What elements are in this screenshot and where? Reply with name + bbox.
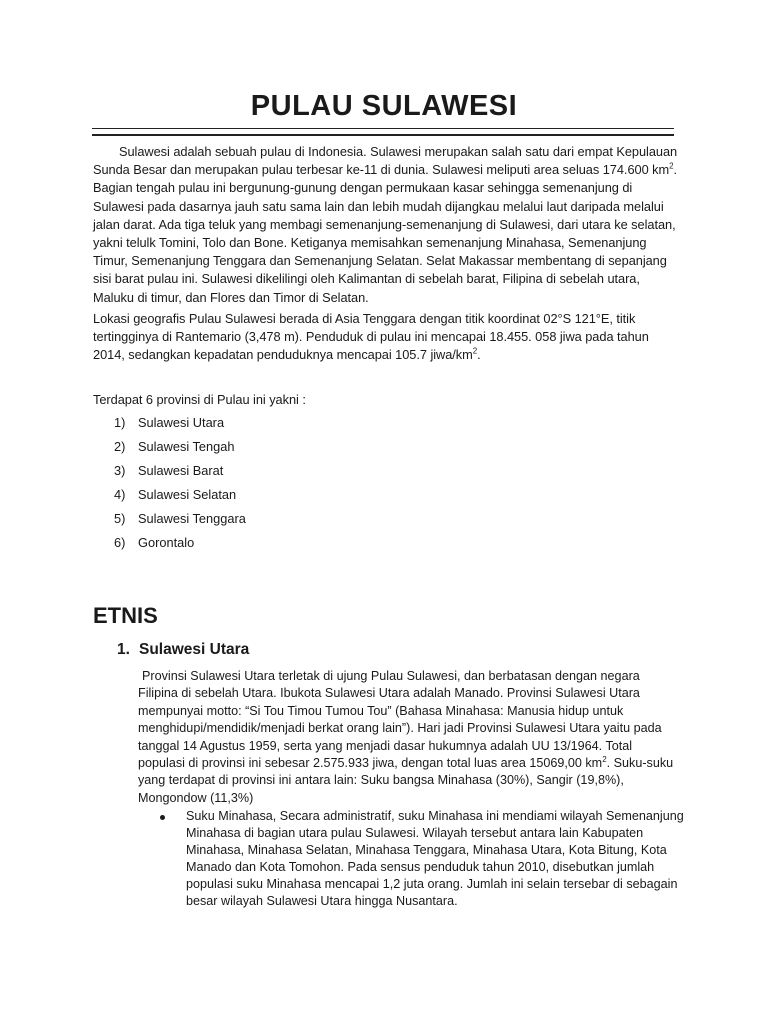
sulut-superscript: 2 — [602, 754, 607, 764]
list-item — [114, 414, 246, 438]
bullet-text: Suku Minahasa, Secara administratif, suku Minahasa ini mendiami wilayah Semenanjung Minahasa di bagian utara pulau Sulawesi. Wilayah tersebut antara lain Kabupaten Minahasa, Minahasa Selatan, Minahasa Tenggara, Minahasa Utara, Kota Bitung, Kota Manado dan Kota Tomohon. Pada sensus penduduk tahun 2010, disebutkan jumlah populasi suku Minahasa mencapai 1,2 juta orang. Jumlah ini selain tersebar di sebagain besar wilayah Sulawesi Utara hingga Nusantara. — [186, 809, 684, 908]
list-item-label: Sulawesi Utara — [138, 415, 225, 430]
subsection-number: 1. — [117, 641, 130, 658]
list-item-number: 3) — [114, 463, 126, 478]
list-item — [114, 510, 246, 534]
list-item — [114, 462, 246, 486]
bullet-dot-icon — [160, 815, 165, 820]
list-item-number: 6) — [114, 535, 126, 550]
intro-paragraph — [93, 143, 681, 307]
page-title: PULAU SULAWESI — [250, 90, 518, 122]
list-item-label: Sulawesi Tengah — [138, 439, 235, 454]
list-item — [114, 486, 246, 510]
ethnic-bullet-list — [160, 808, 684, 910]
subsection-title: Sulawesi Utara — [139, 641, 250, 658]
title-double-rule — [92, 128, 674, 136]
list-item-label: Sulawesi Barat — [138, 463, 224, 478]
intro-text-part1: Sulawesi adalah sebuah pulau di Indonesia. Sulawesi merupakan salah satu dari empat Kepulauan Sunda Besar dan merupakan pulau terbesar ke-11 di dunia. Sulawesi meliputi area seluas 174.600 km — [93, 144, 678, 178]
list-item — [114, 438, 246, 462]
intro-superscript: 2 — [669, 161, 674, 171]
list-item-number: 1) — [114, 415, 126, 430]
list-item-number: 5) — [114, 511, 126, 526]
subsection-heading — [117, 641, 249, 659]
sulut-text-part1: Provinsi Sulawesi Utara terletak di ujung Pulau Sulawesi, dan berbatasan dengan negara Filipina di sebelah Utara. Ibukota Sulawesi Utara adalah Manado. Provinsi Sulawesi Utara mempunyai motto: “Si Tou Timou Tumou Tou” (Bahasa Minahasa: Manusia hidup untuk menghidupi/mendidik/menjadi berkat orang lain”). Hari jadi Provinsi Sulawesi Utara yaitu pada tanggal 14 Agustus 1959, serta yang menjadi dasar hukumnya adalah UU 13/1964. Total populasi di provinsi ini sebesar 2.575.933 jiwa, dengan total luas area 15069,00 km — [138, 669, 662, 771]
list-item-label: Sulawesi Tenggara — [138, 511, 246, 526]
list-item-label: Gorontalo — [138, 535, 195, 550]
intro-text-part2: . Bagian tengah pulau ini bergunung-gunung dengan permukaan kasar sehingga semenanjung di Sulawesi pada dasarnya jauh satu sama lain dan lebih mudah dijangkau melalui laut daripada melalui jalan darat. Ada tiga teluk yang membagi semenanjung-semenanjung di Sulawesi, dari utara ke selatan, yakni telulk Tomini, Tolo dan Bone. Ketiganya memisahkan semenanjung Minahasa, Semenanjung Timur, Semenanjung Tenggara dan Semenanjung Selatan. Selat Makassar membentang di sepanjang sisi barat pulau ini. Sulawesi dikelilingi oleh Kalimantan di sebelah barat, Filipina di sebelah utara, Maluku di timur, dan Flores dan Timor di Selatan. — [93, 162, 678, 305]
list-item — [114, 534, 246, 558]
location-superscript: 2 — [472, 347, 478, 357]
location-text-part2: . — [477, 347, 481, 363]
province-list — [114, 414, 246, 558]
list-item-label: Sulawesi Selatan — [138, 487, 237, 502]
location-paragraph — [93, 310, 681, 365]
location-text-part1: Lokasi geografis Pulau Sulawesi berada di Asia Tenggara dengan titik koordinat 02°S 121°E, titik tertingginya di Rantemario (3,478 m). Penduduk di pulau ini mencapai 18.455. 058 jiwa pada tahun 2014, sedangkan kepadatan penduduknya mencapai 105.7 jiwa/km — [93, 311, 649, 363]
sulawesi-utara-paragraph — [138, 668, 682, 807]
provinces-intro: Terdapat 6 provinsi di Pulau ini yakni : — [93, 392, 306, 407]
list-item-number: 2) — [114, 439, 126, 454]
sulut-text-part2: . Suku-suku yang terdapat di provinsi ini antara lain: Suku bangsa Minahasa (30%), Sangir (19,8%), Mongondow (11,3%) — [138, 756, 674, 805]
list-item — [160, 808, 684, 910]
list-item-number: 4) — [114, 487, 126, 502]
section-heading-etnis: ETNIS — [93, 603, 158, 628]
